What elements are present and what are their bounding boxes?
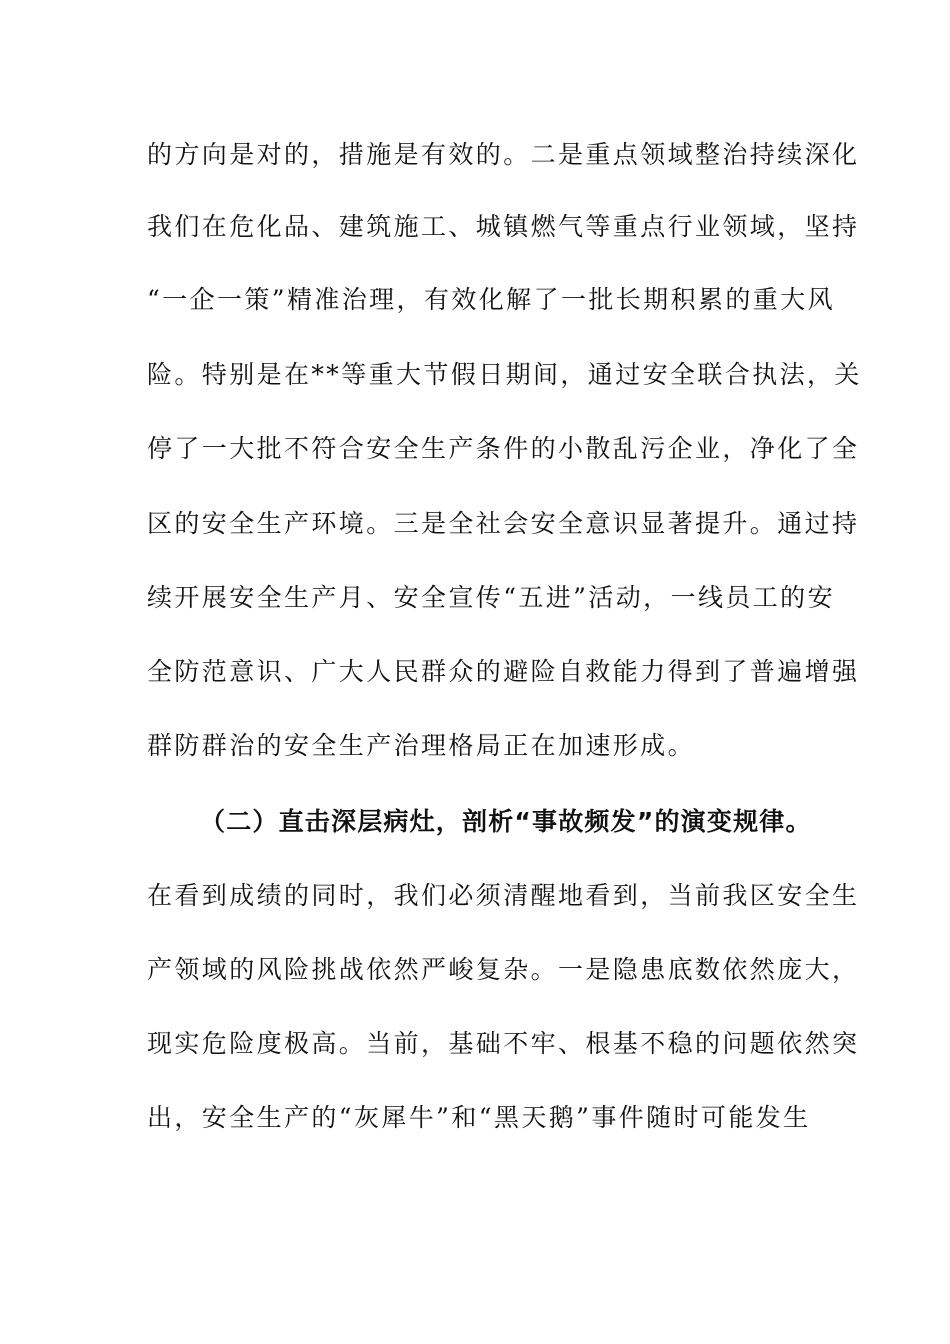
body-text-line: 出，安全生产的“灰犀牛”和“黑天鹅”事件随时可能发生 <box>147 1103 811 1132</box>
body-text-line: 续开展安全生产月、安全宣传“五进”活动，一线员工的安 <box>147 583 835 612</box>
section-heading: （二）直击深层病灶，剖析“事故频发”的演变规律。 <box>200 807 812 836</box>
body-text-line: 区的安全生产环境。三是全社会安全意识显著提升。通过持 <box>147 509 860 538</box>
body-text-line: 在看到成绩的同时，我们必须清醒地看到，当前我区安全生 <box>147 881 860 910</box>
body-text-line: 的方向是对的，措施是有效的。二是重点领域整治持续深化 <box>147 140 860 169</box>
body-text-line: 现实危险度极高。当前，基础不牢、根基不稳的问题依然突 <box>147 1029 860 1058</box>
body-text-line: 全防范意识、广大人民群众的避险自救能力得到了普遍增强 <box>147 657 860 686</box>
body-text-line: “一企一策”精准治理，有效化解了一批长期积累的重大风 <box>147 285 835 314</box>
body-text-line: 产领域的风险挑战依然严峻复杂。一是隐患底数依然庞大， <box>147 955 860 984</box>
body-text-line: 群防群治的安全生产治理格局正在加速形成。 <box>147 731 696 760</box>
body-text-line: 我们在危化品、建筑施工、城镇燃气等重点行业领域，坚持 <box>147 212 860 241</box>
body-text-line: 停了一大批不符合安全生产条件的小散乱污企业，净化了全 <box>147 434 860 463</box>
body-text-line: 险。特别是在**等重大节假日期间，通过安全联合执法，关 <box>147 360 862 389</box>
